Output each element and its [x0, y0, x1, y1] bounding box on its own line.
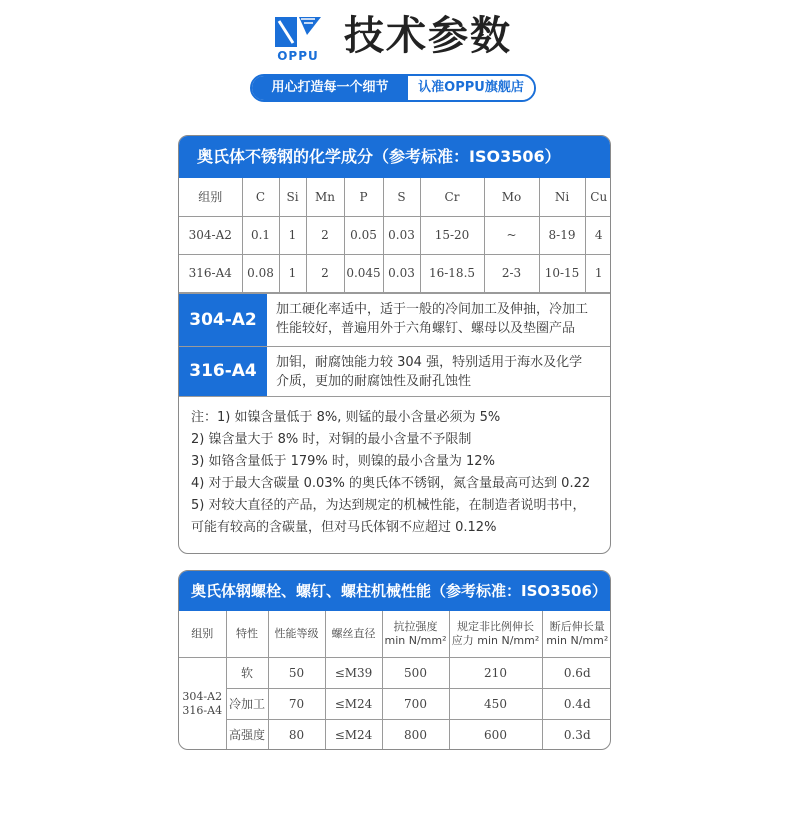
table-cell: 800 — [382, 719, 449, 750]
table-cell: 50 — [268, 657, 325, 688]
table-cell: 10-15 — [539, 254, 585, 292]
table-header-row — [179, 611, 611, 657]
column-header: 螺丝直径 — [325, 611, 382, 657]
table-cell: 8-19 — [539, 216, 585, 254]
logo-mark-icon — [271, 15, 325, 51]
table-cell: 70 — [268, 688, 325, 719]
table-cell: ≤M24 — [325, 719, 382, 750]
mechanical-card-title: 奥氏体钢螺栓、螺钉、螺柱机械性能（参考标准：ISO3506） — [179, 571, 610, 611]
column-header: Cu — [585, 178, 611, 216]
slogan-banner — [250, 74, 536, 102]
grade-label: 316-A4 — [179, 347, 267, 396]
column-header: 组别 — [179, 611, 226, 657]
table-cell: 2 — [306, 216, 344, 254]
column-header: 断后伸长量 min N/mm² — [542, 611, 611, 657]
table-cell: 0.03 — [383, 254, 420, 292]
column-header: Mn — [306, 178, 344, 216]
table-cell: 0.1 — [242, 216, 279, 254]
note-line: 3) 如铬含量低于 179% 时，则镍的最小含量为 12% — [191, 453, 495, 469]
table-cell: ~ — [484, 216, 539, 254]
table-cell: 210 — [449, 657, 542, 688]
column-header: Cr — [420, 178, 484, 216]
table-cell: 0.045 — [344, 254, 383, 292]
table-row — [179, 254, 611, 292]
table-cell: 1 — [279, 216, 306, 254]
table-cell: 0.3d — [542, 719, 611, 750]
table-cell: 700 — [382, 688, 449, 719]
table-header-row — [179, 178, 611, 216]
table-cell: 0.6d — [542, 657, 611, 688]
grade-row-316 — [179, 347, 610, 397]
table-cell: 304-A2 — [179, 216, 242, 254]
column-header: 组别 — [179, 178, 242, 216]
table-cell: 1 — [279, 254, 306, 292]
note-line: 可能有较高的含碳量，但对马氏体钢不应超过 0.12% — [191, 519, 497, 535]
brand-logo — [271, 15, 325, 65]
table-row — [179, 657, 611, 688]
table-cell: 500 — [382, 657, 449, 688]
grade-description-line: 加工硬化率适中，适于一般的冷间加工及伸抽，冷加工 — [276, 301, 589, 317]
column-header: P — [344, 178, 383, 216]
chemical-table — [179, 178, 611, 293]
note-line: 5) 对较大直径的产品，为达到规定的机械性能，在制造者说明书中， — [191, 497, 586, 513]
table-cell: 冷加工 — [226, 688, 268, 719]
table-cell: ≤M39 — [325, 657, 382, 688]
store-name: 认准OPPU旗舰店 — [408, 76, 534, 100]
table-cell: 316-A4 — [179, 254, 242, 292]
table-cell: 15-20 — [420, 216, 484, 254]
column-header: 规定非比例伸长 应力 min N/mm² — [449, 611, 542, 657]
table-cell: 软 — [226, 657, 268, 688]
table-cell: ≤M24 — [325, 688, 382, 719]
mechanical-properties-card — [178, 570, 611, 750]
note-line: 注：1) 如镍含量低于 8%, 则锰的最小含量必须为 5% — [191, 409, 501, 425]
slogan-text: 用心打造每一个细节 — [252, 76, 408, 100]
notes — [179, 397, 610, 539]
chemical-card-title: 奥氏体不锈钢的化学成分（参考标准：ISO3506） — [179, 136, 610, 178]
group-cell: 304-A2 316-A4 — [179, 657, 226, 750]
column-header: S — [383, 178, 420, 216]
column-header: 抗拉强度 min N/mm² — [382, 611, 449, 657]
table-cell: 4 — [585, 216, 611, 254]
page-title: 技术参数 — [344, 13, 512, 59]
table-cell: 2-3 — [484, 254, 539, 292]
table-cell: 0.05 — [344, 216, 383, 254]
table-cell: 0.03 — [383, 216, 420, 254]
column-header: 特性 — [226, 611, 268, 657]
table-cell: 16-18.5 — [420, 254, 484, 292]
grade-description-line: 加钼，耐腐蚀能力较 304 强，特别适用于海水及化学 — [276, 354, 583, 370]
table-cell: 80 — [268, 719, 325, 750]
mechanical-table — [179, 611, 611, 750]
table-row — [179, 216, 611, 254]
note-line: 4) 对于最大含碳量 0.03% 的奥氏体不锈钢，氮含量最高可达到 0.22 — [191, 475, 591, 491]
table-cell: 600 — [449, 719, 542, 750]
grade-description — [267, 294, 610, 346]
column-header: Si — [279, 178, 306, 216]
chemical-composition-card — [178, 135, 611, 554]
table-cell: 2 — [306, 254, 344, 292]
note-line: 2) 镍含量大于 8% 时，对铜的最小含量不予限制 — [191, 431, 472, 447]
grade-description — [267, 347, 610, 396]
column-header: 性能等级 — [268, 611, 325, 657]
grade-label: 304-A2 — [179, 294, 267, 346]
grade-description-line: 介质，更加的耐腐蚀性及耐孔蚀性 — [276, 373, 472, 389]
table-cell: 0.08 — [242, 254, 279, 292]
column-header: C — [242, 178, 279, 216]
logo-text: OPPU — [277, 49, 319, 63]
column-header: Mo — [484, 178, 539, 216]
table-cell: 1 — [585, 254, 611, 292]
table-cell: 0.4d — [542, 688, 611, 719]
column-header: Ni — [539, 178, 585, 216]
table-row — [179, 688, 611, 719]
grade-row-304 — [179, 293, 610, 347]
table-row — [179, 719, 611, 750]
table-cell: 高强度 — [226, 719, 268, 750]
table-cell: 450 — [449, 688, 542, 719]
grade-description-line: 性能较好，普遍用外于六角螺钉、螺母以及垫圈产品 — [276, 320, 576, 336]
